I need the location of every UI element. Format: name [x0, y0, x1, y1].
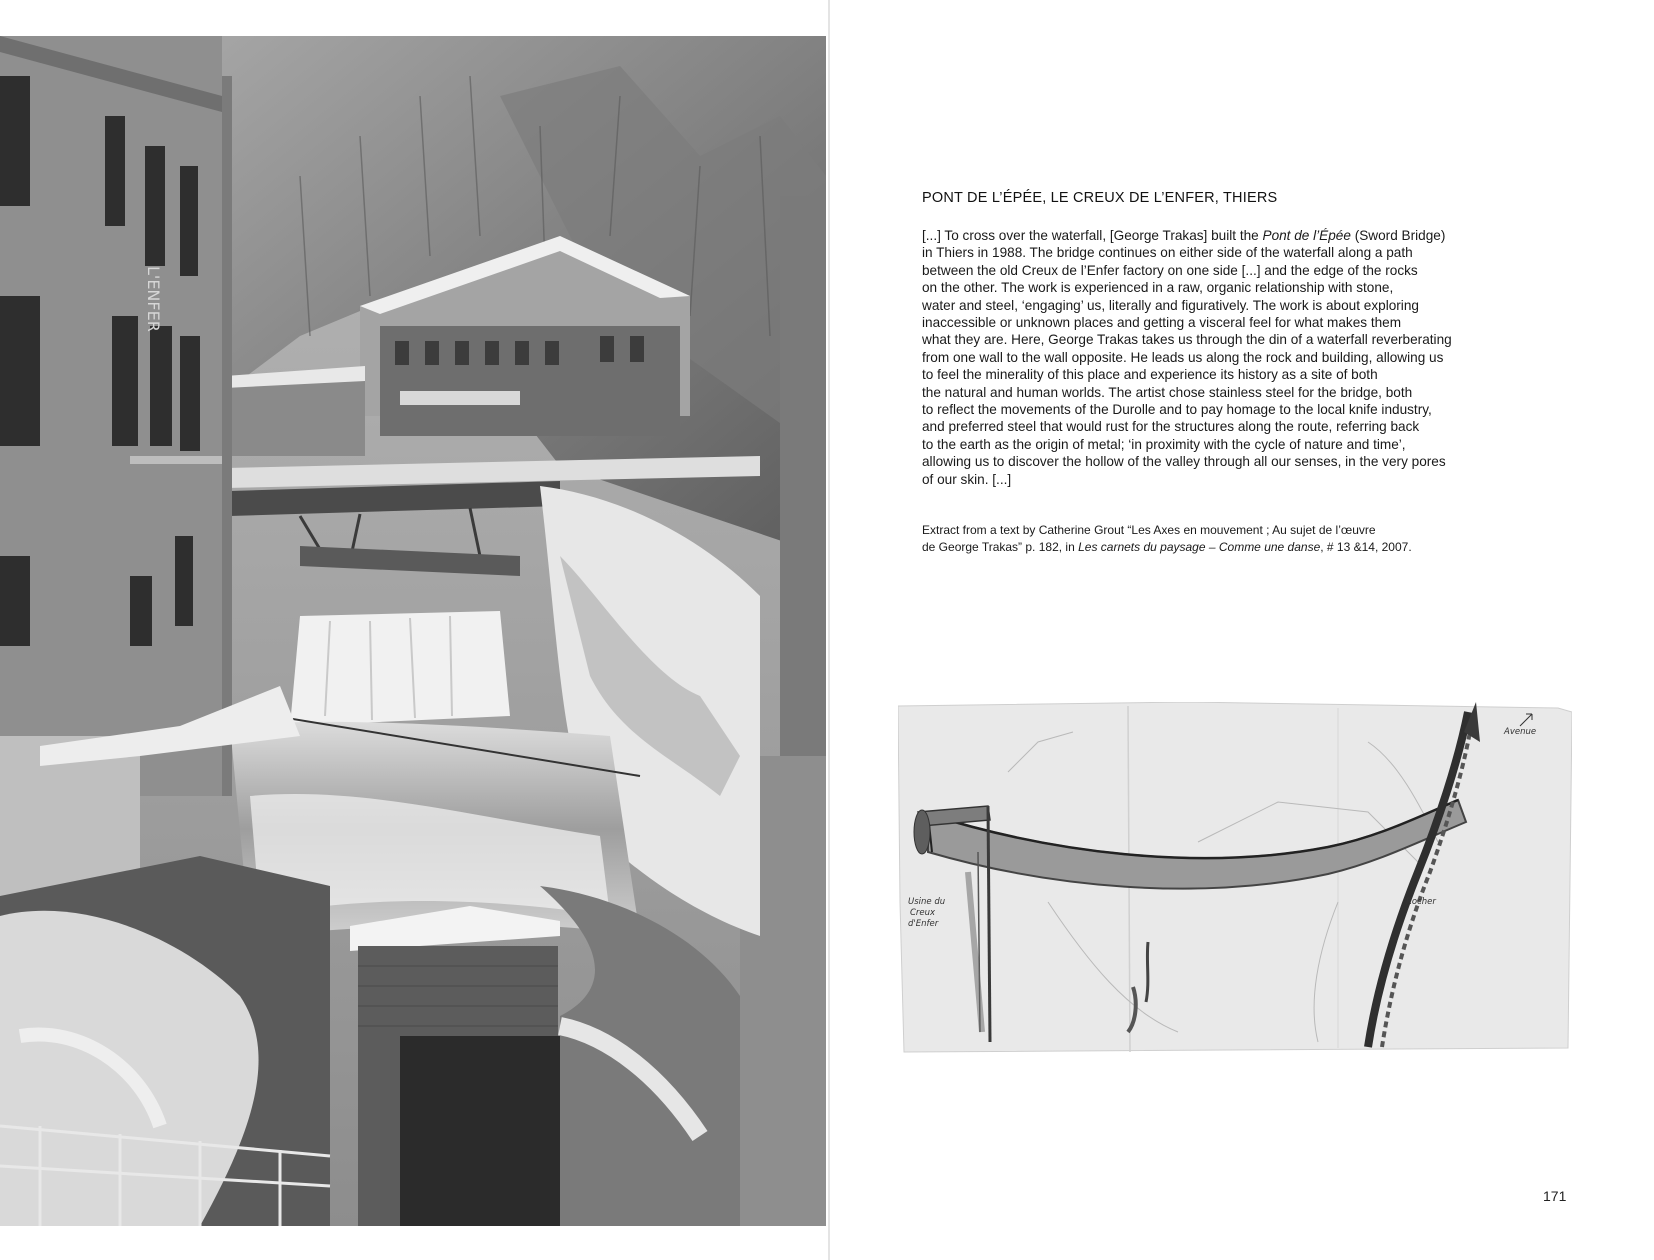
body-line-segment: from one wall to the wall opposite. He leads us along the rock and building, allowing us — [922, 349, 1444, 365]
body-line-segment: to the earth as the origin of metal; ‘in proximity with the cycle of nature and time’, — [922, 436, 1406, 452]
body-line — [922, 297, 1482, 314]
body-line-segment: to feel the minerality of this place and experience its history as a site of both — [922, 367, 1378, 383]
body-line — [922, 314, 1482, 331]
caption-line — [922, 539, 1482, 556]
caption-line-segment: de George Trakas” p. 182, in — [922, 540, 1079, 554]
body-line — [922, 349, 1482, 366]
body-line — [922, 418, 1482, 435]
body-line — [922, 227, 1482, 244]
body-line — [922, 401, 1482, 418]
caption-line-segment: , # 13 &14, 2007. — [1320, 540, 1412, 554]
sketch-label-usine-2: Creux — [910, 908, 936, 918]
section-heading: PONT DE L’ÉPÉE, LE CREUX DE L’ENFER, THIERS — [922, 190, 1278, 206]
body-line-segment: allowing us to discover the hollow of the valley through all our senses, in the very pores — [922, 454, 1446, 470]
body-line-segment: water and steel, ‘engaging’ us, literally and figuratively. The work is about exploring — [922, 297, 1419, 313]
waterfall-photograph — [0, 36, 826, 1226]
body-line — [922, 453, 1482, 470]
page-number: 171 — [1543, 1188, 1567, 1204]
sketch-label-usine-3: d'Enfer — [908, 919, 939, 929]
citation-caption — [922, 522, 1482, 556]
body-line — [922, 384, 1482, 401]
caption-line — [922, 522, 1482, 539]
body-line-segment: of our skin. [...] — [922, 471, 1012, 487]
body-line-segment: and preferred steel that would rust for the structures along the route, referring back — [922, 419, 1420, 435]
body-line — [922, 331, 1482, 348]
body-line — [922, 279, 1482, 296]
body-line-segment: to reflect the movements of the Durolle and to pay homage to the local knife industry, — [922, 402, 1432, 418]
caption-line-segment: Les carnets du paysage – Comme une danse — [1078, 540, 1321, 554]
body-line — [922, 262, 1482, 279]
sketch-label-usine-1: Usine du — [908, 897, 946, 907]
caption-line-segment: Extract from a text by Catherine Grout “Les Axes en mouvement ; Au sujet de l’œuvre — [922, 523, 1376, 537]
right-page — [830, 0, 1654, 1260]
svg-text:L'ENFER: L'ENFER — [144, 266, 163, 332]
body-line — [922, 244, 1482, 261]
body-line — [922, 436, 1482, 453]
body-line — [922, 471, 1482, 488]
sketch-label-rocher: Rocher — [1406, 897, 1436, 907]
body-line-segment: (Sword Bridge) — [1350, 228, 1446, 243]
body-line-segment: inaccessible or unknown places and getting a visceral feel for what makes them — [922, 315, 1402, 331]
body-line-segment: on the other. The work is experienced in a raw, organic relationship with stone, — [922, 280, 1394, 296]
body-line — [922, 366, 1482, 383]
body-line-segment: [...] To cross over the waterfall, [George Trakas] built the — [922, 228, 1263, 243]
body-line-segment: the natural and human worlds. The artist chose stainless steel for the bridge, both — [922, 384, 1413, 400]
body-text — [922, 227, 1482, 488]
bridge-sketch — [898, 702, 1572, 1058]
body-line-segment: Pont de l’Épée — [1262, 228, 1351, 243]
body-line-segment: what they are. Here, George Trakas takes us through the din of a waterfall reverberating — [922, 332, 1452, 348]
sketch-label-avenue: Avenue — [1504, 727, 1537, 737]
body-line-segment: between the old Creux de l’Enfer factory on one side [...] and the edge of the rocks — [922, 262, 1418, 278]
body-line-segment: in Thiers in 1988. The bridge continues on either side of the waterfall along a path — [922, 245, 1413, 261]
